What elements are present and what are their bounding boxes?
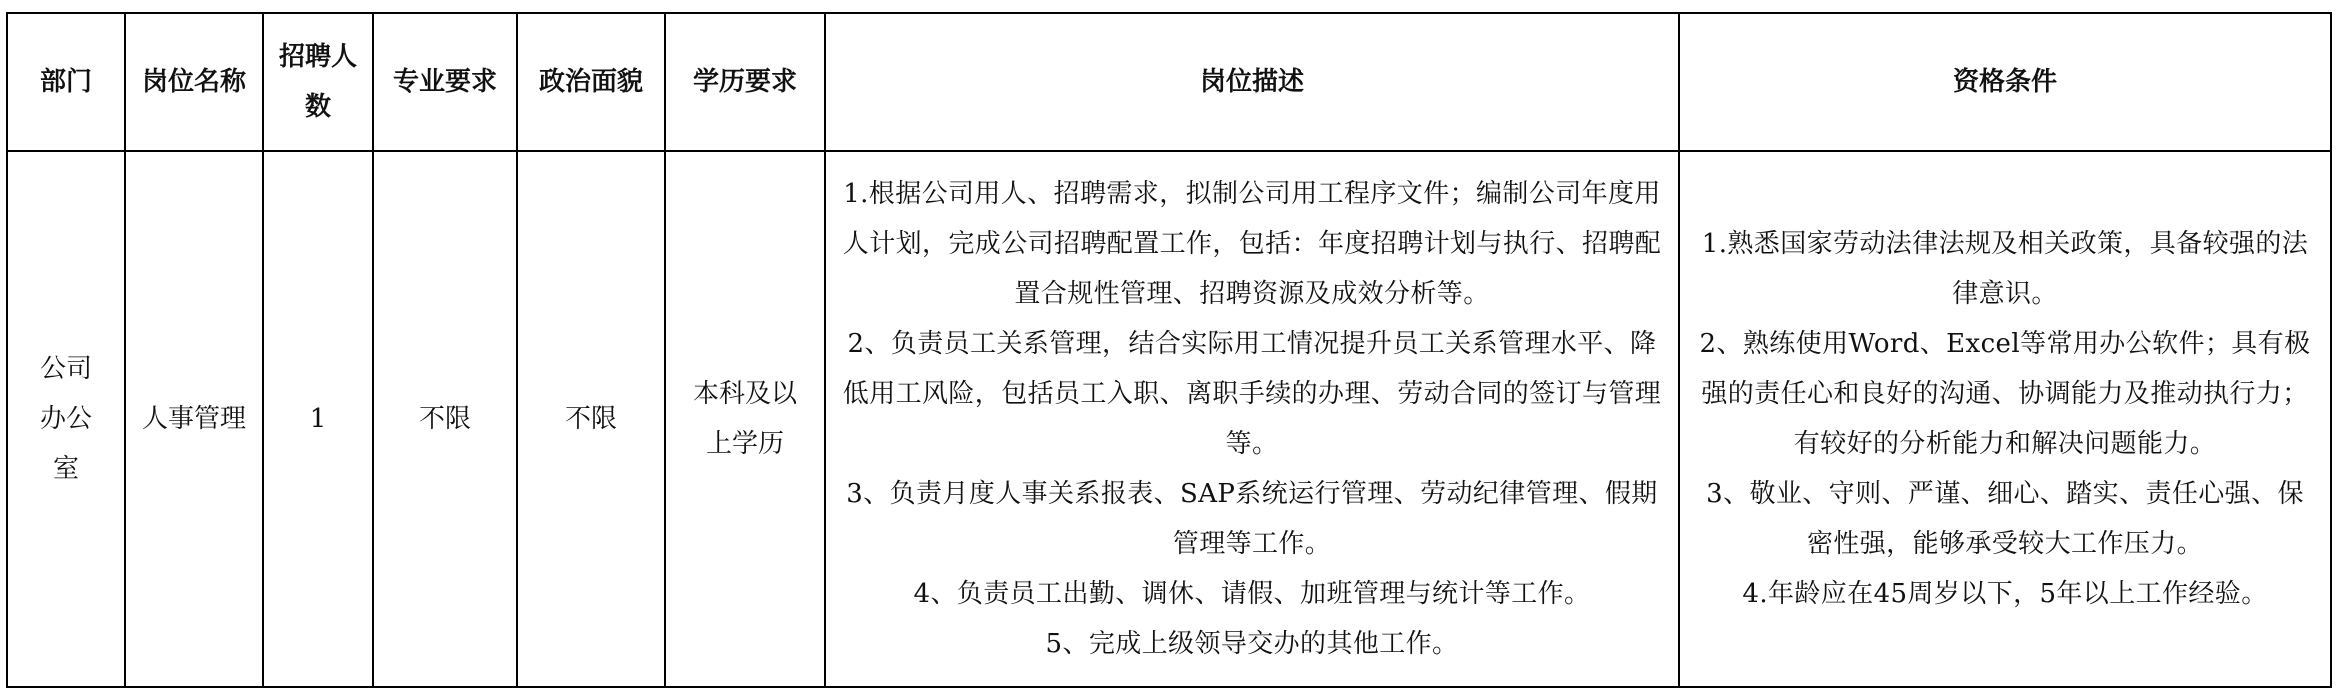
header-major: 专业要求	[373, 13, 517, 151]
job-posting-table	[6, 12, 2332, 688]
cell-description	[825, 151, 1679, 687]
description-item: 1.根据公司用人、招聘需求，拟制公司用工程序文件；编制公司年度用人计划，完成公司招聘配置工作，包括：年度招聘计划与执行、招聘配置合规性管理、招聘资源及成效分析等。	[842, 179, 1662, 309]
header-position: 岗位名称	[125, 13, 263, 151]
header-political: 政治面貌	[517, 13, 665, 151]
header-education: 学历要求	[665, 13, 825, 151]
header-qualification: 资格条件	[1679, 13, 2331, 151]
cell-education: 本科及以上学历	[665, 151, 825, 687]
qualification-item: 2、熟练使用Word、Excel等常用办公软件；具有极强的责任心和良好的沟通、协调能力及推动执行力；有较好的分析能力和解决问题能力。	[1699, 329, 2311, 459]
qualification-item: 3、敬业、守则、严谨、细心、踏实、责任心强、保密性强，能够承受较大工作压力。	[1706, 479, 2304, 559]
description-item: 3、负责月度人事关系报表、SAP系统运行管理、劳动纪律管理、假期管理等工作。	[846, 479, 1658, 559]
qualification-item: 1.熟悉国家劳动法律法规及相关政策，具备较强的法律意识。	[1701, 229, 2309, 309]
header-headcount: 招聘人数	[263, 13, 373, 151]
header-row	[7, 13, 2331, 151]
description-item: 5、完成上级领导交办的其他工作。	[1045, 629, 1459, 659]
header-department: 部门	[7, 13, 125, 151]
cell-major: 不限	[373, 151, 517, 687]
description-item: 2、负责员工关系管理，结合实际用工情况提升员工关系管理水平、降低用工风险，包括员工入职、离职手续的办理、劳动合同的签订与管理等。	[842, 329, 1662, 459]
table-row	[7, 151, 2331, 687]
cell-department: 公司办公室	[7, 151, 125, 687]
cell-political: 不限	[517, 151, 665, 687]
cell-headcount: 1	[263, 151, 373, 687]
cell-position: 人事管理	[125, 151, 263, 687]
cell-qualification	[1679, 151, 2331, 687]
header-description: 岗位描述	[825, 13, 1679, 151]
qualification-item: 4.年龄应在45周岁以下，5年以上工作经验。	[1742, 579, 2268, 609]
description-item: 4、负责员工出勤、调休、请假、加班管理与统计等工作。	[913, 579, 1591, 609]
